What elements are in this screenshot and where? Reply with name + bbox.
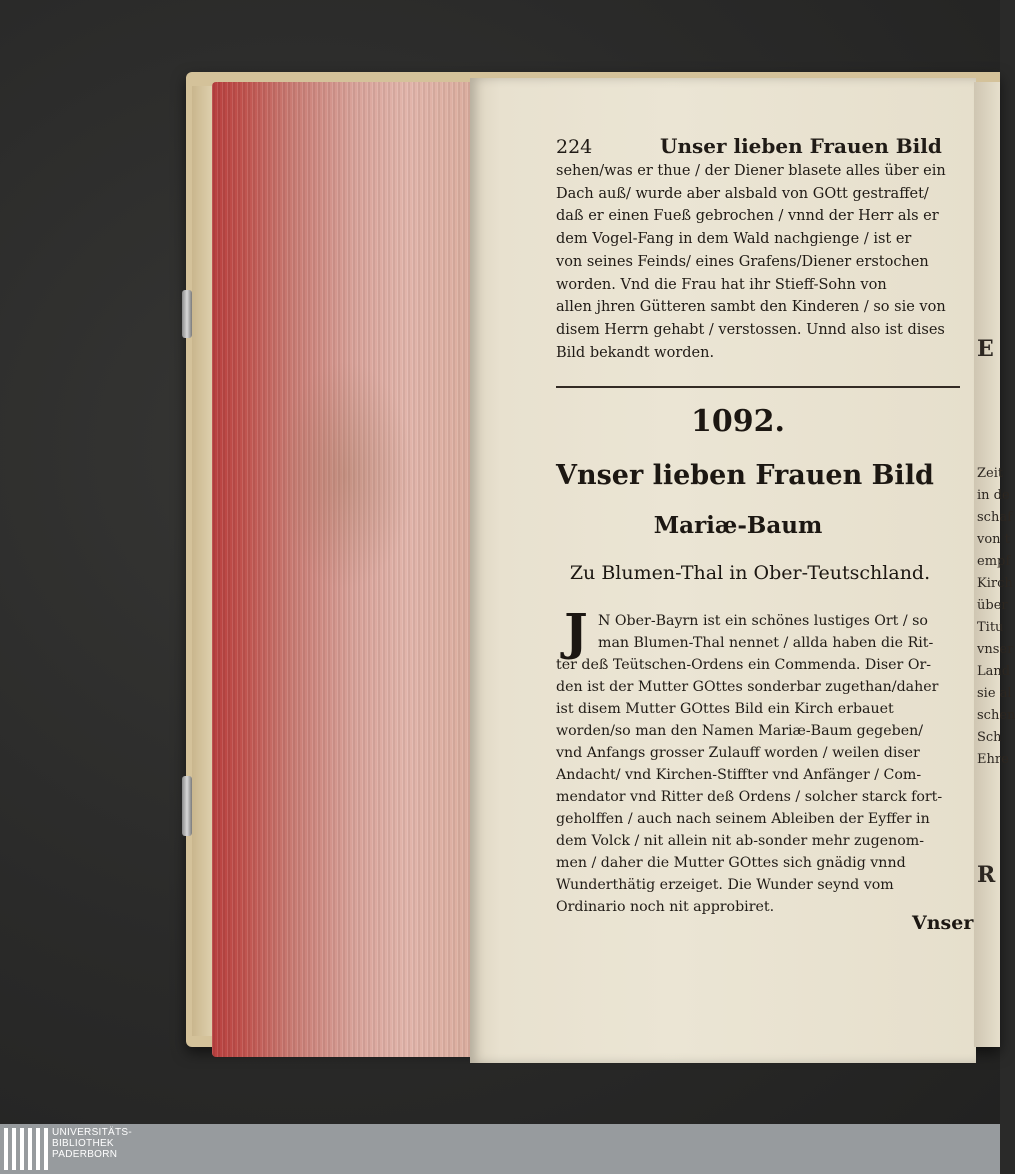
text-line: Bild bekandt worden. (556, 344, 715, 361)
text-line: Andacht/ vnd Kirchen-Stiffter vnd Anfänger / Com- (556, 767, 922, 783)
next-page-fragment: Titu (977, 620, 1004, 635)
text-line: man Blumen-Thal nennet / allda haben die Rit- (598, 635, 934, 651)
next-page-fragment: E (977, 336, 994, 362)
logo-line: UNIVERSITÄTS- (52, 1127, 133, 1138)
text-line: den ist der Mutter GOttes sonderbar zugethan/daher (556, 679, 939, 695)
entry-number: 1092. (691, 404, 785, 439)
next-page-fragment: in de (977, 488, 1010, 503)
next-page-fragment: Kirch (977, 576, 1013, 591)
running-head: Unser lieben Frauen Bild (660, 134, 942, 158)
next-page-edge (974, 82, 1015, 1047)
previous-entry-text (556, 160, 962, 364)
clasp-top (182, 290, 192, 338)
next-page-fragment: schaf (977, 510, 1012, 525)
text-line: Ordinario noch nit approbiret. (556, 899, 775, 915)
text-line: von seines Feinds/ eines Grafens/Diener erstochen (556, 253, 929, 270)
text-line: worden. Vnd die Frau hat ihr Stieff-Sohn von (556, 276, 887, 293)
page-header (556, 134, 962, 158)
text-line: dem Vogel-Fang in dem Wald nachgienge / ist er (556, 231, 912, 248)
next-page-fragment: sie al (977, 686, 1012, 701)
text-line: geholffen / auch nach seinem Ableiben der Eyffer in (556, 811, 930, 827)
page-number: 224 (556, 136, 593, 158)
text-line: allen jhren Gütteren sambt den Kinderen / so sie von (556, 299, 946, 316)
section-rule (556, 386, 960, 388)
entry-title: Vnser lieben Frauen Bild (556, 460, 934, 491)
text-line: vnd Anfangs grosser Zulauff worden / weilen diser (556, 745, 920, 761)
clasp-bottom (182, 776, 192, 836)
entry-subtitle: Mariæ-Baum (653, 512, 823, 539)
text-line: worden/so man den Namen Mariæ-Baum gegeben/ (556, 723, 924, 739)
next-page-fragment: Ehre (977, 752, 1009, 767)
entry-place: Zu Blumen-Thal in Ober-Teutschland. (569, 562, 931, 584)
next-page-fragment: von t (977, 532, 1010, 547)
text-line: disem Herrn gehabt / verstossen. Unnd also ist dises (556, 321, 945, 338)
library-logo-text (52, 1127, 132, 1160)
next-page-fragment: Land (977, 664, 1011, 679)
next-page-fragment: Zeit (977, 466, 1004, 481)
text-line: ter deß Teütschen-Ordens ein Commenda. Diser Or- (556, 657, 932, 673)
entry-body (556, 610, 960, 918)
next-page-fragment: schen (977, 708, 1015, 723)
text-line: dem Volck / nit allein nit ab-sonder mehr zugenom- (556, 833, 925, 849)
next-page-fragment: Sch (977, 730, 1002, 745)
catchword: Vnser (912, 912, 974, 934)
text-line: ist disem Mutter GOttes Bild ein Kirch erbauet (556, 701, 894, 717)
logo-line: PADERBORN (52, 1149, 118, 1160)
text-line: daß er einen Fueß gebrochen / vnnd der Herr als er (556, 208, 939, 225)
library-logo-icon (4, 1128, 48, 1170)
library-footer (0, 1124, 1000, 1174)
text-line: Wunderthätig erzeiget. Die Wunder seynd vom (556, 877, 894, 893)
next-page-fragment: vnser (977, 642, 1014, 657)
text-line: N Ober-Bayrn ist ein schönes lustiges Ort / so (598, 613, 928, 629)
text-line: Dach auß/ wurde aber alsbald von GOtt gestraffet/ (556, 185, 929, 202)
next-page-fragment: empf (977, 554, 1011, 569)
logo-line: BIBLIOTHEK (52, 1138, 114, 1149)
drop-cap: J (564, 602, 588, 661)
cover-edge (192, 86, 214, 1036)
text-line: men / daher die Mutter GOttes sich gnädig vnnd (556, 855, 906, 871)
page-edge-stain (275, 360, 415, 590)
text-line: mendator vnd Ritter deß Ordens / solcher starck fort- (556, 789, 943, 805)
next-page-fragment: R (977, 862, 996, 888)
next-page-fragment: über (977, 598, 1008, 613)
text-line: sehen/was er thue / der Diener blasete alles über ein (556, 163, 946, 179)
page-text (556, 134, 962, 364)
